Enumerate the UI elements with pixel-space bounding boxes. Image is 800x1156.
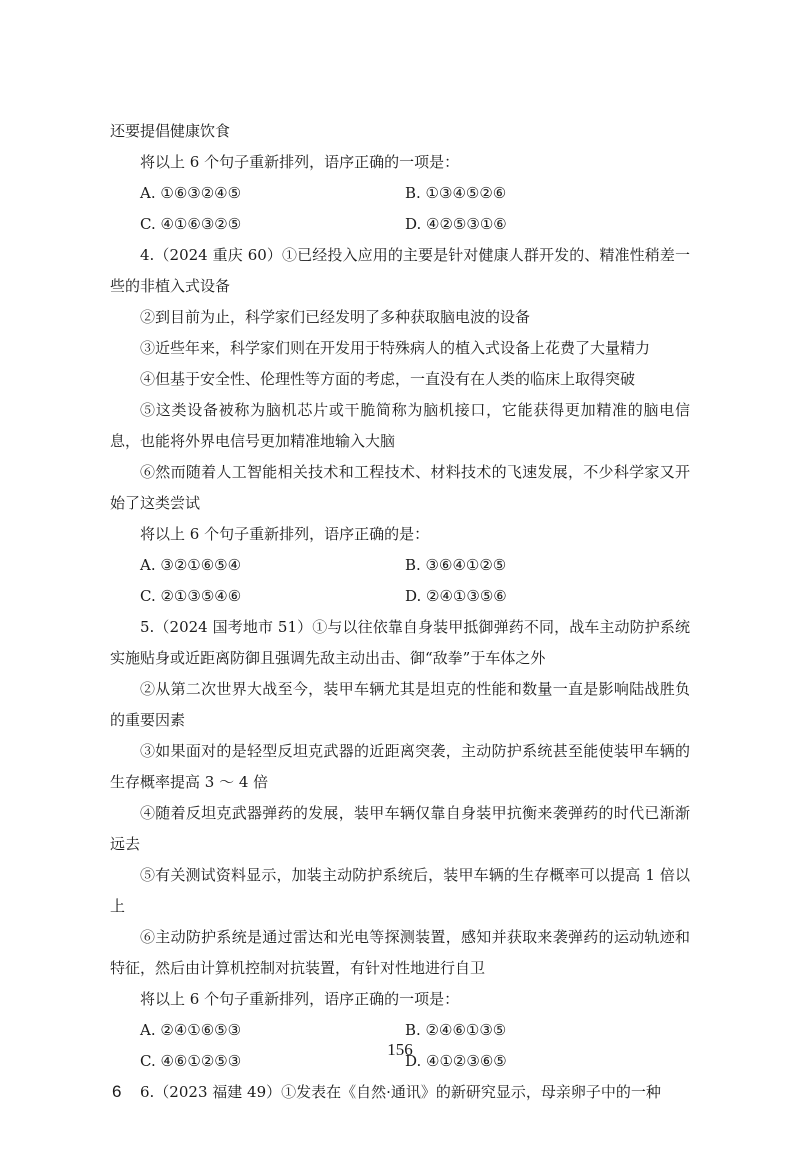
instruction-line: 将以上 6 个句子重新排列，语序正确的是： bbox=[140, 525, 430, 543]
option-d: D. ②④①③⑤⑥ bbox=[405, 587, 507, 605]
options-row bbox=[110, 178, 690, 209]
question-5-sentence-5: ⑤有关测试资料显示，加装主动防护系统后，装甲车辆的生存概率可以提高 1 倍以上 bbox=[110, 866, 690, 915]
text-line: 还要提倡健康饮食 bbox=[110, 122, 231, 140]
question-5-sentence-3: ③如果面对的是轻型反坦克武器的近距离突袭，主动防护系统甚至能使装甲车辆的生存概率提高 3 ～ 4 倍 bbox=[110, 742, 690, 791]
question-4-sentence-2: ②到目前为止，科学家们已经发明了多种获取脑电波的设备 bbox=[140, 308, 531, 326]
option-b: B. ③⑥④①②⑤ bbox=[405, 556, 507, 574]
question-4-sentence-1: 4.（2024 重庆 60）①已经投入应用的主要是针对健康人群开发的、精准性稍差一些的非植入式设备 bbox=[110, 246, 690, 295]
option-d: D. ④①②③⑥⑤ bbox=[405, 1052, 507, 1070]
option-a: A. ②④①⑥⑤③ bbox=[140, 1021, 242, 1039]
section-number: 6 bbox=[112, 1082, 122, 1101]
options-row bbox=[110, 581, 690, 612]
question-5-sentence-6: ⑥主动防护系统是通过雷达和光电等探测装置，感知并获取来袭弹药的运动轨迹和特征，然后由计算机控制对抗装置，有针对性地进行自卫 bbox=[110, 928, 690, 977]
question-4-sentence-6: ⑥然而随着人工智能相关技术和工程技术、材料技术的飞速发展，不少科学家又开始了这类尝试 bbox=[110, 463, 690, 512]
question-4-sentence-5: ⑤这类设备被称为脑机芯片或干脆简称为脑机接口，它能获得更加精准的脑电信息，也能将外界电信号更加精准地输入大脑 bbox=[110, 401, 690, 450]
page-content bbox=[110, 116, 690, 1108]
question-5-sentence-2: ②从第二次世界大战至今，装甲车辆尤其是坦克的性能和数量一直是影响陆战胜负的重要因素 bbox=[110, 680, 690, 729]
option-d: D. ④②⑤③①⑥ bbox=[405, 215, 507, 233]
option-a: A. ①⑥③②④⑤ bbox=[140, 184, 242, 202]
question-5-sentence-4: ④随着反坦克武器弹药的发展，装甲车辆仅靠自身装甲抗衡来袭弹药的时代已渐渐远去 bbox=[110, 804, 690, 853]
option-a: A. ③②①⑥⑤④ bbox=[140, 556, 242, 574]
question-5-sentence-1: 5.（2024 国考地市 51）①与以往依靠自身装甲抵御弹药不同，战车主动防护系统实施贴身或近距离防御且强调先敌主动出击、御“敌拳”于车体之外 bbox=[110, 618, 690, 667]
option-c: C. ④⑥①②⑤③ bbox=[140, 1052, 242, 1070]
option-c: C. ②①③⑤④⑥ bbox=[140, 587, 242, 605]
option-b: B. ①③④⑤②⑥ bbox=[405, 184, 507, 202]
instruction-line: 将以上 6 个句子重新排列，语序正确的一项是： bbox=[140, 153, 460, 171]
page-number: 156 bbox=[387, 1040, 413, 1059]
question-6-sentence-1: 6.（2023 福建 49）①发表在《自然·通讯》的新研究显示，母亲卵子中的一种 bbox=[140, 1083, 661, 1101]
question-4-sentence-4: ④但基于安全性、伦理性等方面的考虑，一直没有在人类的临床上取得突破 bbox=[140, 370, 636, 388]
option-c: C. ④①⑥③②⑤ bbox=[140, 215, 242, 233]
options-row bbox=[110, 209, 690, 240]
option-b: B. ②④⑥①③⑤ bbox=[405, 1021, 507, 1039]
instruction-line: 将以上 6 个句子重新排列，语序正确的一项是： bbox=[140, 990, 460, 1008]
options-row bbox=[110, 550, 690, 581]
question-4-sentence-3: ③近些年来，科学家们则在开发用于特殊病人的植入式设备上花费了大量精力 bbox=[140, 339, 651, 357]
